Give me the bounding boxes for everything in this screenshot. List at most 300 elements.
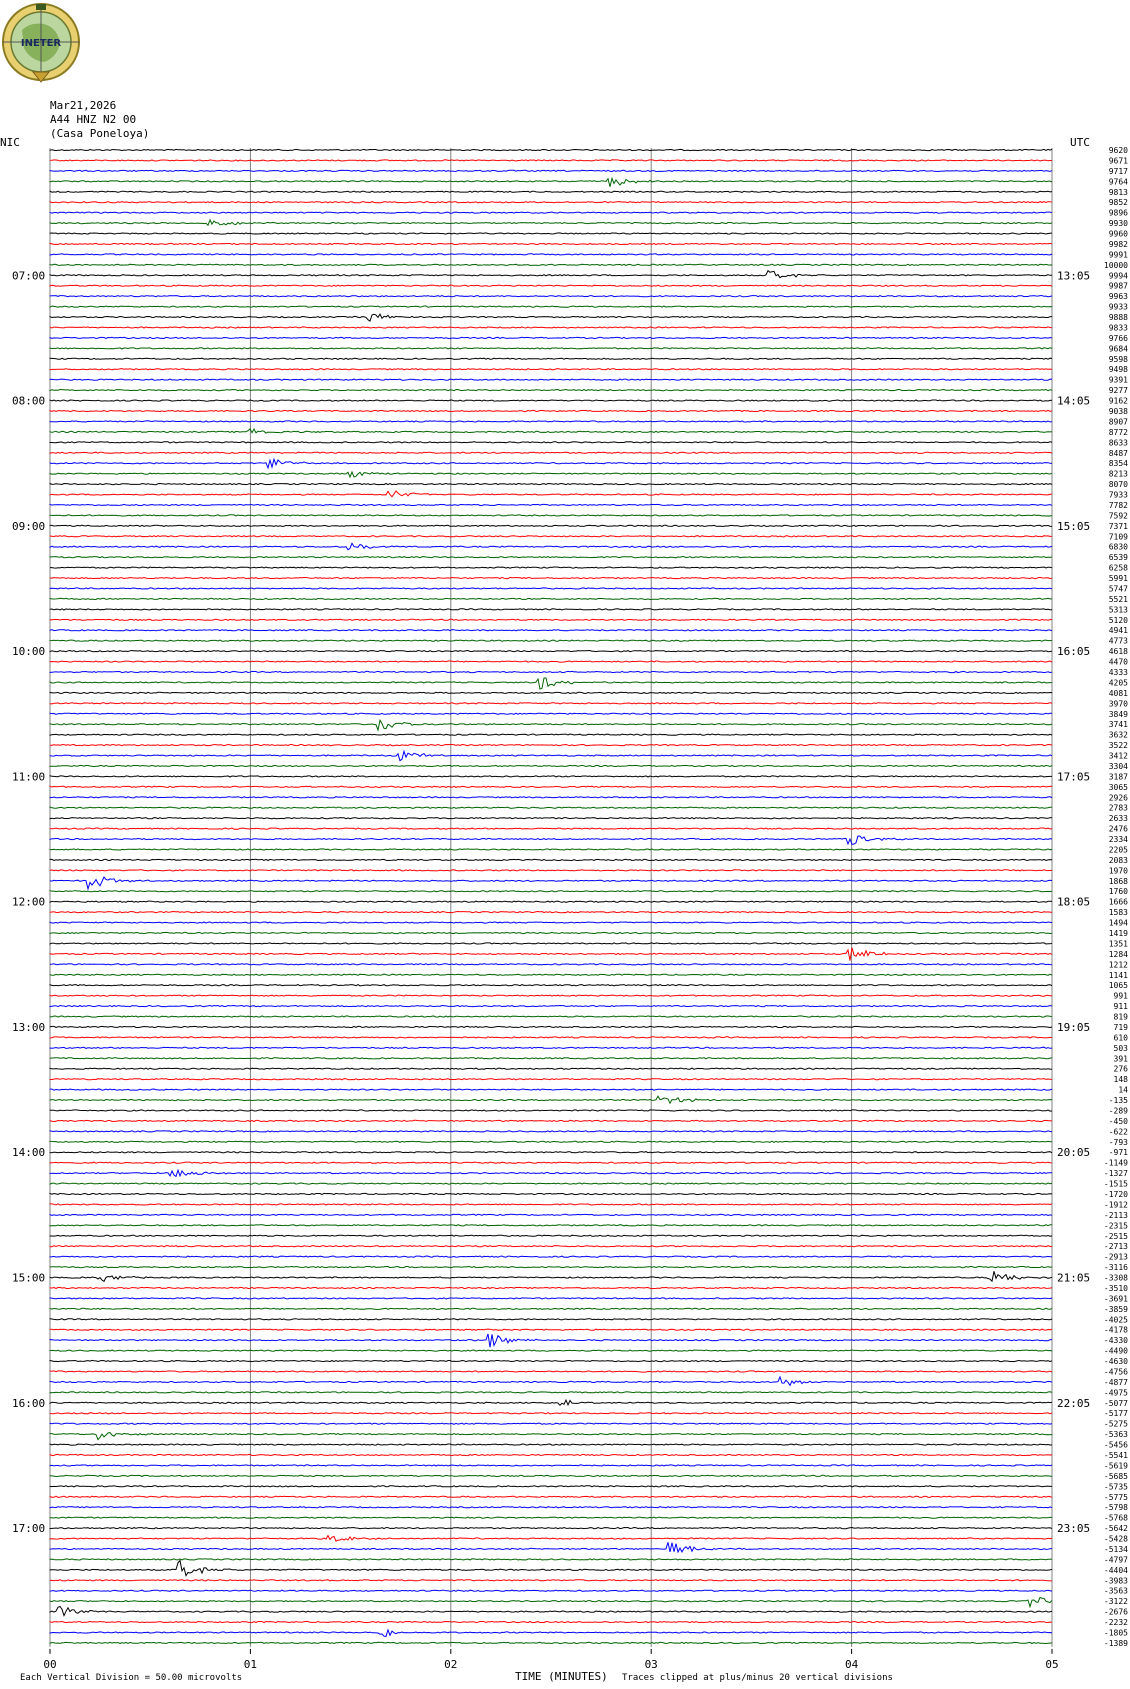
trace-row [50, 630, 1052, 631]
row-value-label: 6258 [1108, 563, 1128, 573]
trace-row [50, 1433, 1052, 1440]
row-value-label: -5541 [1103, 1451, 1128, 1460]
trace-row [50, 202, 1052, 203]
trace-row [50, 1026, 1052, 1027]
row-value-label: 9960 [1108, 229, 1128, 239]
trace-row [50, 640, 1052, 641]
trace-row [50, 1204, 1052, 1205]
row-value-label: 1583 [1108, 908, 1128, 918]
trace-row [50, 974, 1052, 975]
trace-row [50, 1225, 1052, 1226]
trace-row [50, 1454, 1052, 1455]
row-value-label: 9764 [1108, 177, 1128, 187]
row-value-label: -2713 [1103, 1242, 1128, 1252]
trace-row [50, 651, 1052, 652]
trace-row [50, 567, 1052, 568]
trace-row [50, 995, 1052, 996]
trace-row [50, 713, 1052, 714]
trace-row [50, 703, 1052, 704]
trace-row [50, 765, 1052, 766]
trace-row [50, 1308, 1052, 1309]
row-value-label: -622 [1108, 1127, 1128, 1137]
row-value-label: 4618 [1108, 647, 1128, 657]
row-value-label: 1351 [1108, 939, 1128, 949]
chart-station: A44 HNZ N2 00 [50, 113, 137, 126]
row-value-label: -3116 [1103, 1263, 1128, 1273]
trace-row [50, 491, 1052, 497]
left-hour-label: 10:00 [12, 645, 46, 659]
row-value-label: 9987 [1108, 281, 1128, 291]
trace-row [50, 337, 1052, 338]
row-value-label: 3849 [1108, 709, 1128, 719]
row-value-label: 503 [1113, 1043, 1128, 1053]
right-timezone-label: UTC [1070, 136, 1090, 149]
trace-row [50, 661, 1052, 662]
right-hour-label: 18:05 [1057, 895, 1091, 909]
trace-row [50, 836, 1052, 844]
row-value-label: 2205 [1108, 845, 1128, 855]
row-value-label: 2334 [1108, 835, 1128, 845]
row-value-label: -4630 [1103, 1357, 1128, 1367]
trace-row [50, 1542, 1052, 1552]
trace-row [50, 619, 1052, 620]
trace-row [50, 1413, 1052, 1414]
trace-row [50, 964, 1052, 965]
row-value-label: -5363 [1103, 1430, 1128, 1440]
row-value-label: 8633 [1108, 438, 1128, 448]
row-value-label: 2926 [1108, 793, 1128, 803]
row-value-label: 2476 [1108, 824, 1128, 834]
trace-row [50, 472, 1052, 477]
row-value-label: 1970 [1108, 866, 1128, 876]
right-hour-label: 20:05 [1057, 1146, 1091, 1160]
trace-row [50, 1400, 1052, 1405]
row-value-label: -3691 [1103, 1294, 1128, 1304]
right-hour-label: 13:05 [1057, 269, 1091, 283]
row-value-label: 1666 [1108, 897, 1128, 907]
row-value-label: 148 [1113, 1075, 1128, 1085]
row-value-label: 9896 [1108, 208, 1128, 218]
row-value-label: 9684 [1108, 344, 1128, 354]
trace-row [50, 515, 1052, 516]
trace-row [50, 985, 1052, 986]
trace-row [50, 1377, 1052, 1385]
row-value-label: -5735 [1103, 1482, 1128, 1492]
row-value-label: -5685 [1103, 1471, 1128, 1481]
row-value-label: -1720 [1103, 1190, 1128, 1199]
row-value-label: 9671 [1108, 156, 1128, 166]
trace-row [50, 1561, 1052, 1576]
left-hour-label: 12:00 [12, 895, 46, 909]
trace-row [50, 429, 1052, 433]
row-value-label: -1149 [1103, 1158, 1128, 1168]
trace-row [50, 1559, 1052, 1560]
row-value-label: 2633 [1108, 814, 1128, 824]
chart-date: Mar21,2026 [50, 99, 117, 112]
row-value-label: 1494 [1108, 918, 1128, 928]
trace-row [50, 314, 1052, 321]
trace-row [50, 557, 1052, 558]
right-hour-label: 15:05 [1057, 519, 1091, 533]
trace-row [50, 459, 1052, 468]
trace-row [50, 220, 1052, 225]
trace-row [50, 484, 1052, 485]
trace-row [50, 948, 1052, 961]
row-value-label: -5619 [1103, 1461, 1128, 1471]
row-value-label: -4975 [1103, 1388, 1128, 1398]
trace-row [50, 1016, 1052, 1017]
trace-row [50, 1507, 1052, 1508]
row-value-label: 8354 [1108, 459, 1128, 469]
row-value-label: -135 [1108, 1096, 1128, 1106]
trace-row [50, 1334, 1052, 1347]
row-value-label: 7109 [1108, 532, 1128, 542]
trace-row [50, 1037, 1052, 1038]
trace-row [50, 1089, 1052, 1090]
row-value-label: -3308 [1103, 1273, 1128, 1283]
left-hour-label: 16:00 [12, 1396, 46, 1410]
row-value-label: -5456 [1103, 1440, 1128, 1450]
trace-row [50, 828, 1052, 829]
row-value-label: -5275 [1103, 1419, 1128, 1429]
row-value-label: 8907 [1108, 417, 1128, 427]
trace-row [50, 1465, 1052, 1466]
trace-row [50, 797, 1052, 798]
row-value-label: -4756 [1103, 1367, 1128, 1377]
row-value-label: -3983 [1103, 1576, 1128, 1586]
row-value-label: -4490 [1103, 1346, 1128, 1356]
trace-row [50, 891, 1052, 892]
right-hour-label: 16:05 [1057, 645, 1091, 659]
trace-row [50, 692, 1052, 693]
row-value-label: -5798 [1103, 1503, 1128, 1513]
trace-row [50, 818, 1052, 819]
row-value-label: -3122 [1103, 1597, 1128, 1607]
left-hour-label: 13:00 [12, 1020, 46, 1034]
row-value-label: -1515 [1103, 1179, 1128, 1189]
trace-row [50, 390, 1052, 391]
row-value-label: -5077 [1103, 1398, 1128, 1408]
row-value-label: 2783 [1108, 803, 1128, 813]
row-value-label: -5177 [1103, 1409, 1128, 1419]
trace-row [50, 306, 1052, 307]
row-value-label: -3563 [1103, 1586, 1128, 1596]
row-value-label: -2113 [1103, 1210, 1128, 1220]
row-value-label: 5120 [1108, 615, 1128, 625]
trace-row [50, 149, 1052, 150]
left-hour-label: 11:00 [12, 770, 46, 784]
row-value-label: -2913 [1103, 1252, 1128, 1262]
row-value-label: 4941 [1108, 626, 1128, 636]
trace-row [50, 1607, 1052, 1616]
trace-row [50, 1580, 1052, 1581]
trace-row [50, 410, 1052, 411]
row-value-label: 9766 [1108, 333, 1128, 343]
row-value-label: 1212 [1108, 960, 1128, 970]
x-tick-label: 04 [844, 1657, 859, 1671]
row-value-label: 719 [1113, 1022, 1128, 1032]
trace-row [50, 932, 1052, 933]
row-value-label: 3412 [1108, 751, 1128, 761]
trace-row [50, 1423, 1052, 1424]
left-hour-label: 15:00 [12, 1271, 46, 1285]
trace-row [50, 598, 1052, 599]
row-value-label: 9717 [1108, 166, 1128, 176]
row-value-label: 3065 [1108, 782, 1128, 792]
x-tick-label: 01 [243, 1657, 258, 1671]
trace-row [50, 369, 1052, 370]
trace-row [50, 901, 1052, 902]
row-value-label: 1065 [1108, 981, 1128, 991]
row-value-label: 7933 [1108, 490, 1128, 500]
trace-row [50, 504, 1052, 505]
trace-row [50, 720, 1052, 730]
row-value-label: -4797 [1103, 1555, 1128, 1565]
row-value-label: 1284 [1108, 949, 1128, 959]
row-value-label: 9982 [1108, 239, 1128, 249]
row-value-label: 9391 [1108, 375, 1128, 385]
row-value-label: 991 [1113, 991, 1128, 1001]
trace-row [50, 296, 1052, 297]
trace-row [50, 452, 1052, 453]
right-hour-label: 21:05 [1057, 1271, 1091, 1285]
trace-row [50, 170, 1052, 171]
trace-row [50, 734, 1052, 735]
row-value-label: 9994 [1108, 271, 1128, 281]
left-hour-label: 07:00 [12, 269, 46, 283]
row-value-label: 3522 [1108, 741, 1128, 751]
svg-text:INETER: INETER [20, 38, 62, 49]
trace-row [50, 264, 1052, 265]
row-value-label: 9888 [1108, 313, 1128, 323]
trace-row [50, 1235, 1052, 1236]
trace-row [50, 1642, 1052, 1643]
row-value-label: 276 [1113, 1064, 1128, 1074]
trace-row [50, 1298, 1052, 1299]
row-value-label: -1327 [1103, 1169, 1128, 1179]
row-value-label: 8070 [1108, 480, 1128, 490]
row-value-label: -4330 [1103, 1336, 1128, 1346]
trace-row [50, 254, 1052, 255]
row-value-label: 9963 [1108, 292, 1128, 302]
clip-note: Traces clipped at plus/minus 20 vertical divisions [622, 1673, 893, 1683]
left-timezone-label: NIC [0, 136, 20, 149]
right-hour-label: 14:05 [1057, 394, 1091, 408]
trace-row [50, 1287, 1052, 1288]
row-value-label: -2232 [1103, 1618, 1128, 1628]
trace-row [50, 807, 1052, 808]
trace-row [50, 525, 1052, 526]
trace-row [50, 271, 1052, 278]
trace-row [50, 1047, 1052, 1048]
trace-row [50, 1350, 1052, 1351]
row-value-label: -5134 [1103, 1544, 1128, 1554]
trace-row [50, 1162, 1052, 1163]
row-value-label: -2676 [1103, 1607, 1128, 1617]
row-value-label: 1868 [1108, 876, 1128, 886]
x-tick-label: 02 [444, 1657, 458, 1671]
trace-row [50, 536, 1052, 537]
row-value-label: 9277 [1108, 386, 1128, 396]
trace-row [50, 1120, 1052, 1121]
row-value-label: -3510 [1103, 1283, 1128, 1293]
row-value-label: 6830 [1108, 542, 1128, 552]
row-value-label: 1760 [1108, 887, 1128, 897]
trace-row [50, 243, 1052, 244]
row-value-label: 3187 [1108, 772, 1128, 782]
row-value-label: 9930 [1108, 219, 1128, 229]
row-value-label: 9933 [1108, 302, 1128, 312]
row-value-label: 9498 [1108, 365, 1128, 375]
trace-row [50, 160, 1052, 161]
trace-row [50, 1536, 1052, 1542]
row-value-label: -971 [1108, 1148, 1128, 1158]
trace-row [50, 922, 1052, 923]
trace-row [50, 1496, 1052, 1497]
trace-row [50, 1170, 1052, 1176]
x-axis-title: TIME (MINUTES) [515, 1670, 608, 1683]
row-value-label: 5747 [1108, 584, 1128, 594]
row-value-label: 9833 [1108, 323, 1128, 333]
trace-row [50, 379, 1052, 380]
right-hour-label: 17:05 [1057, 770, 1091, 784]
right-hour-label: 23:05 [1057, 1522, 1091, 1536]
x-tick-label: 03 [644, 1657, 658, 1671]
right-hour-label: 19:05 [1057, 1020, 1091, 1034]
left-hour-label: 14:00 [12, 1146, 46, 1160]
trace-row [50, 745, 1052, 746]
trace-row [50, 751, 1052, 760]
row-value-label: -5642 [1103, 1524, 1128, 1534]
row-value-label: -793 [1108, 1137, 1128, 1147]
row-value-label: -450 [1108, 1116, 1128, 1126]
row-value-label: -5428 [1103, 1534, 1128, 1544]
trace-row [50, 285, 1052, 286]
row-value-label: 9598 [1108, 354, 1128, 364]
row-value-label: 911 [1113, 1002, 1128, 1012]
trace-row [50, 870, 1052, 871]
trace-row [50, 859, 1052, 860]
trace-row [50, 1131, 1052, 1132]
left-hour-label: 08:00 [12, 394, 46, 408]
trace-row [50, 1058, 1052, 1059]
row-value-label: -5775 [1103, 1492, 1128, 1502]
trace-row [50, 678, 1052, 689]
trace-row [50, 212, 1052, 213]
trace-row [50, 1141, 1052, 1142]
trace-row [50, 1329, 1052, 1330]
row-value-label: -3859 [1103, 1304, 1128, 1314]
trace-row [50, 776, 1052, 777]
row-value-label: 391 [1113, 1054, 1128, 1064]
trace-row [50, 849, 1052, 850]
row-value-label: -2515 [1103, 1231, 1128, 1241]
trace-row [50, 1630, 1052, 1637]
row-value-label: 1419 [1108, 929, 1128, 938]
trace-row [50, 1444, 1052, 1445]
trace-row [50, 943, 1052, 944]
row-value-label: 10000 [1103, 260, 1128, 270]
trace-row [50, 1193, 1052, 1194]
trace-row [50, 1214, 1052, 1215]
row-value-label: 5521 [1108, 594, 1128, 604]
trace-row [50, 1006, 1052, 1007]
right-hour-label: 22:05 [1057, 1396, 1091, 1410]
row-value-label: 14 [1118, 1085, 1128, 1095]
trace-row [50, 233, 1052, 234]
row-value-label: 4333 [1108, 668, 1128, 677]
row-value-label: 1141 [1108, 970, 1128, 980]
trace-row [50, 1110, 1052, 1111]
trace-row [50, 191, 1052, 192]
trace-row [50, 1371, 1052, 1372]
row-value-label: 5313 [1108, 605, 1128, 615]
row-value-label: 5991 [1108, 574, 1128, 584]
trace-row [50, 671, 1052, 672]
trace-row [50, 1246, 1052, 1247]
trace-row [50, 877, 1052, 889]
row-value-label: 8772 [1108, 427, 1128, 437]
trace-row [50, 1256, 1052, 1257]
trace-row [50, 1319, 1052, 1320]
trace-row [50, 1079, 1052, 1080]
trace-row [50, 421, 1052, 422]
trace-row [50, 577, 1052, 578]
trace-row [50, 1517, 1052, 1518]
trace-row [50, 1597, 1052, 1606]
trace-row [50, 609, 1052, 610]
row-value-label: 2083 [1108, 855, 1128, 865]
row-value-label: 9620 [1108, 146, 1128, 155]
trace-row [50, 1183, 1052, 1184]
trace-row [50, 327, 1052, 328]
trace-row [50, 1392, 1052, 1393]
trace-row [50, 1590, 1052, 1591]
trace-row [50, 348, 1052, 349]
trace-row [50, 400, 1052, 401]
row-value-label: 3304 [1108, 761, 1128, 771]
row-value-label: 4773 [1108, 636, 1128, 646]
trace-row [50, 358, 1052, 359]
row-value-label: -4877 [1103, 1377, 1128, 1387]
row-value-label: 4081 [1108, 688, 1128, 698]
row-value-label: 9162 [1108, 396, 1128, 406]
chart-site: (Casa Poneloya) [50, 127, 150, 140]
row-value-label: 7371 [1108, 521, 1128, 531]
row-value-label: 3632 [1108, 730, 1128, 740]
left-hour-label: 09:00 [12, 519, 46, 533]
row-value-label: -4404 [1103, 1565, 1128, 1575]
row-value-label: 3741 [1108, 720, 1128, 730]
trace-row [50, 588, 1052, 589]
trace-row [50, 1152, 1052, 1153]
trace-row [50, 1096, 1052, 1103]
row-value-label: -4025 [1103, 1315, 1128, 1325]
trace-row [50, 1621, 1052, 1622]
row-value-label: -5768 [1103, 1513, 1128, 1523]
row-value-label: 7592 [1108, 511, 1128, 521]
trace-row [50, 543, 1052, 550]
trace-row [50, 1486, 1052, 1487]
row-value-label: -289 [1108, 1106, 1128, 1116]
row-value-label: 3970 [1108, 699, 1128, 709]
row-value-label: 9991 [1108, 250, 1128, 260]
trace-row [50, 178, 1052, 186]
row-value-label: 4470 [1108, 657, 1128, 667]
x-tick-label: 00 [43, 1657, 57, 1671]
left-hour-label: 17:00 [12, 1522, 46, 1536]
row-value-label: 8487 [1108, 448, 1128, 458]
